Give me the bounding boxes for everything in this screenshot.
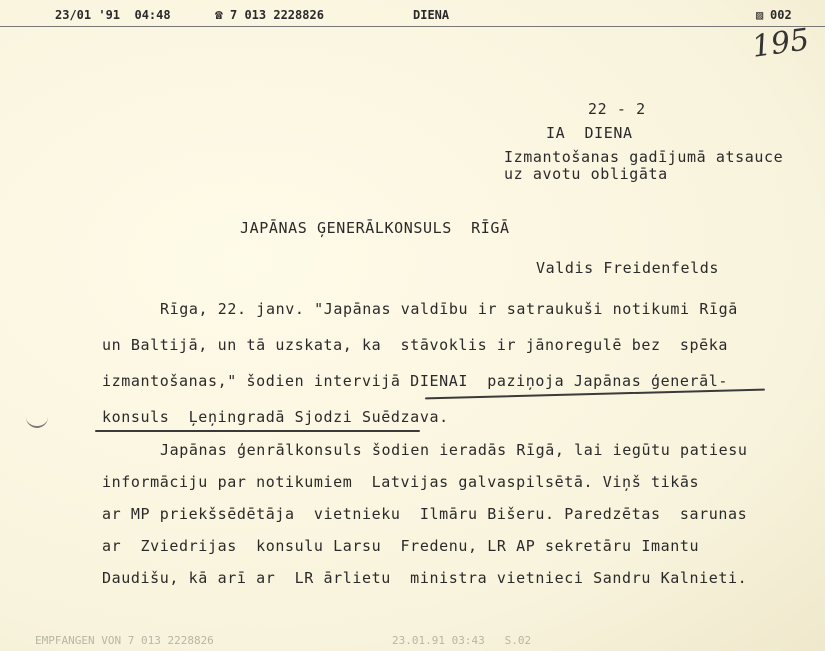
document-code: 22 - 2: [588, 100, 646, 118]
fax-page-number: 002: [770, 8, 792, 22]
paragraph-line: Rīga, 22. janv. "Japānas valdību ir satraukuši notikumi Rīgā: [160, 300, 738, 318]
footer-received-from: EMPFANGEN VON 7 013 2228826: [35, 634, 214, 647]
news-agency: IA DIENA: [546, 124, 633, 142]
paragraph-line: ar Zviedrijas konsulu Larsu Fredenu, LR AP sekretāru Imantu: [102, 537, 700, 555]
paragraph-line: informāciju par notikumiem Latvijas galvaspilsētā. Viņš tikās: [102, 473, 700, 491]
telephone-icon: ☎: [215, 8, 223, 23]
fax-phone-number: 7 013 2228826: [230, 8, 324, 22]
header-rule: [0, 26, 825, 27]
usage-notice-line-2: uz avotu obligāta: [504, 165, 668, 183]
paragraph-line: Japānas ģenrālkonsuls šodien ieradās Rīgā, lai iegūtu patiesu: [160, 441, 748, 459]
paragraph-line: un Baltijā, un tā uzskata, ka stāvoklis ir jānoregulē bez spēka: [102, 336, 728, 354]
fax-datetime: 23/01 '91 04:48: [55, 8, 171, 22]
page-icon: ▨: [756, 8, 764, 22]
fax-sender: DIENA: [413, 8, 450, 22]
handwritten-underline: [95, 430, 420, 432]
article-title: JAPĀNAS ĢENERĀLKONSULS RĪGĀ: [240, 219, 510, 237]
handwritten-underline: [425, 389, 765, 400]
paragraph-line: ar MP priekšsēdētāja vietnieku Ilmāru Bišeru. Paredzētas sarunas: [102, 505, 748, 523]
handwritten-page-number: 195: [749, 22, 812, 65]
usage-notice-line-1: Izmantošanas gadījumā atsauce: [504, 148, 784, 166]
footer-timestamp: 23.01.91 03:43 S.02: [392, 634, 532, 647]
article-author: Valdis Freidenfelds: [536, 259, 719, 277]
paragraph-line: Daudišu, kā arī ar LR ārlietu ministra vietnieci Sandru Kalnieti.: [102, 569, 748, 587]
paragraph-line: izmantošanas," šodien intervijā DIENAI paziņoja Japānas ģenerāl-: [102, 372, 728, 390]
fax-header: [0, 8, 825, 24]
paragraph-line: konsuls Ļeņingradā Sjodzi Suēdzava.: [102, 408, 449, 426]
margin-mark: [26, 412, 48, 428]
fax-footer: [0, 634, 825, 648]
